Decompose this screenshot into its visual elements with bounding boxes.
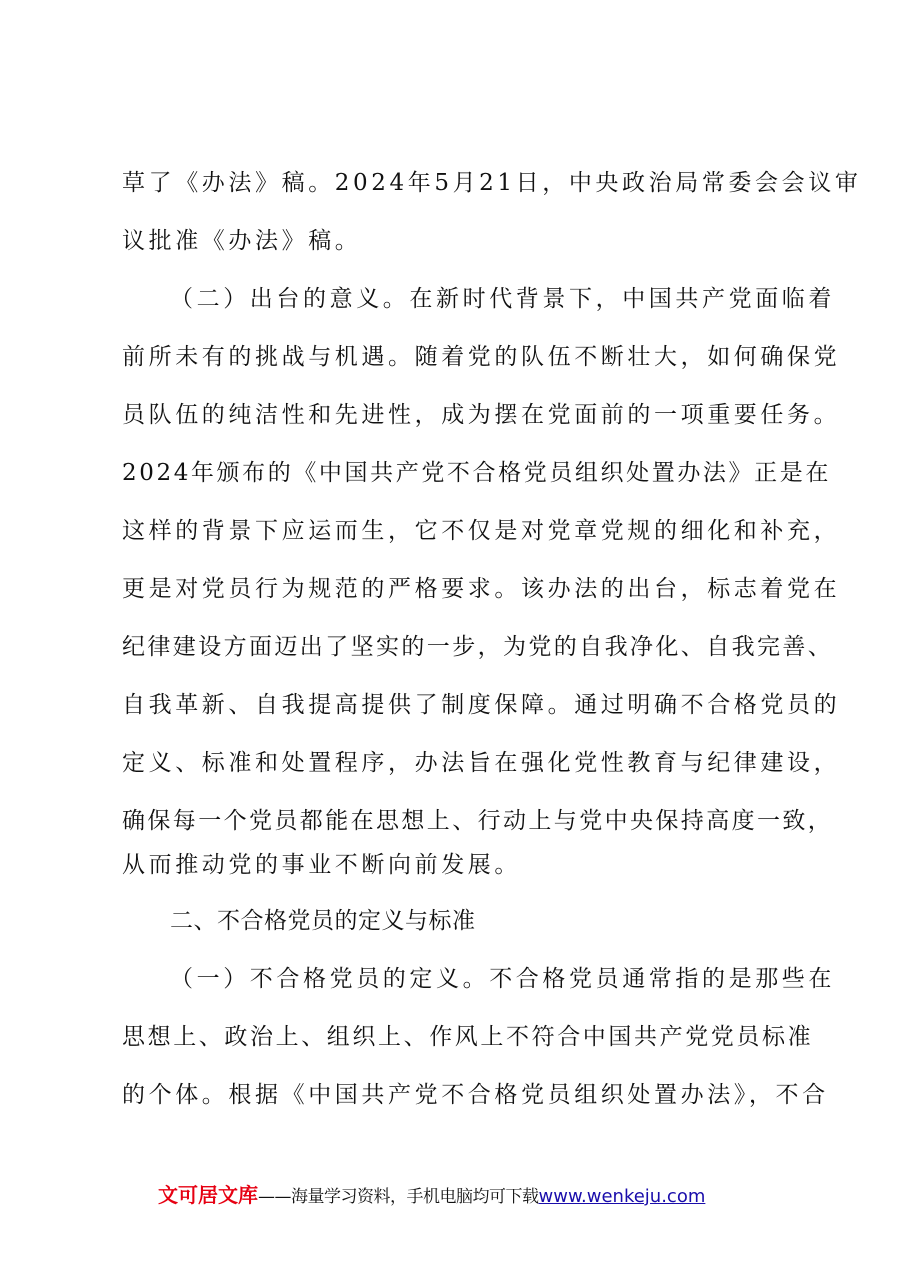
body-text-line: 这样的背景下应运而生，它不仅是对党章党规的细化和补充， xyxy=(122,518,841,544)
body-text-line: 纪律建设方面迈出了坚实的一步，为党的自我净化、自我完善、 xyxy=(122,634,834,660)
footer-website-link[interactable]: www.wenkeju.com xyxy=(538,1186,706,1207)
paragraph-first-line: （二）出台的意义。在新时代背景下，中国共产党面临着 xyxy=(170,286,835,312)
body-text-line: 自我革新、自我提高提供了制度保障。通过明确不合格党员的 xyxy=(122,692,841,718)
section-heading: 二、不合格党员的定义与标准 xyxy=(170,908,476,934)
footer-tagline: ——海量学习资料，手机电脑均可下载 xyxy=(258,1187,539,1207)
body-text-line: 2024年颁布的《中国共产党不合格党员组织处置办法》正是在 xyxy=(122,460,831,486)
body-text-line: 前所未有的挑战与机遇。随着党的队伍不断壮大，如何确保党 xyxy=(122,344,841,370)
footer-brand: 文可居文库 xyxy=(158,1183,258,1207)
body-text-line: 思想上、政治上、组织上、作风上不符合中国共产党党员标准 xyxy=(122,1024,814,1050)
body-text-line: 确保每一个党员都能在思想上、行动上与党中央保持高度一致， xyxy=(122,808,834,834)
body-text-line: 议批准《办法》稿。 xyxy=(122,228,362,254)
body-text-line: 更是对党员行为规范的严格要求。该办法的出台，标志着党在 xyxy=(122,576,841,602)
body-text-line: 草了《办法》稿。2024年5月21日，中央政治局常委会会议审 xyxy=(122,170,862,196)
paragraph-first-line: （一）不合格党员的定义。不合格党员通常指的是那些在 xyxy=(170,966,835,992)
body-text-line: 定义、标准和处置程序，办法旨在强化党性教育与纪律建设， xyxy=(122,750,841,776)
body-text-line: 员队伍的纯洁性和先进性，成为摆在党面前的一项重要任务。 xyxy=(122,402,841,428)
footer-banner xyxy=(158,1182,778,1210)
body-text-line: 的个体。根据《中国共产党不合格党员组织处置办法》，不合 xyxy=(122,1082,829,1108)
body-text-line: 从而推动党的事业不断向前发展。 xyxy=(122,852,521,878)
